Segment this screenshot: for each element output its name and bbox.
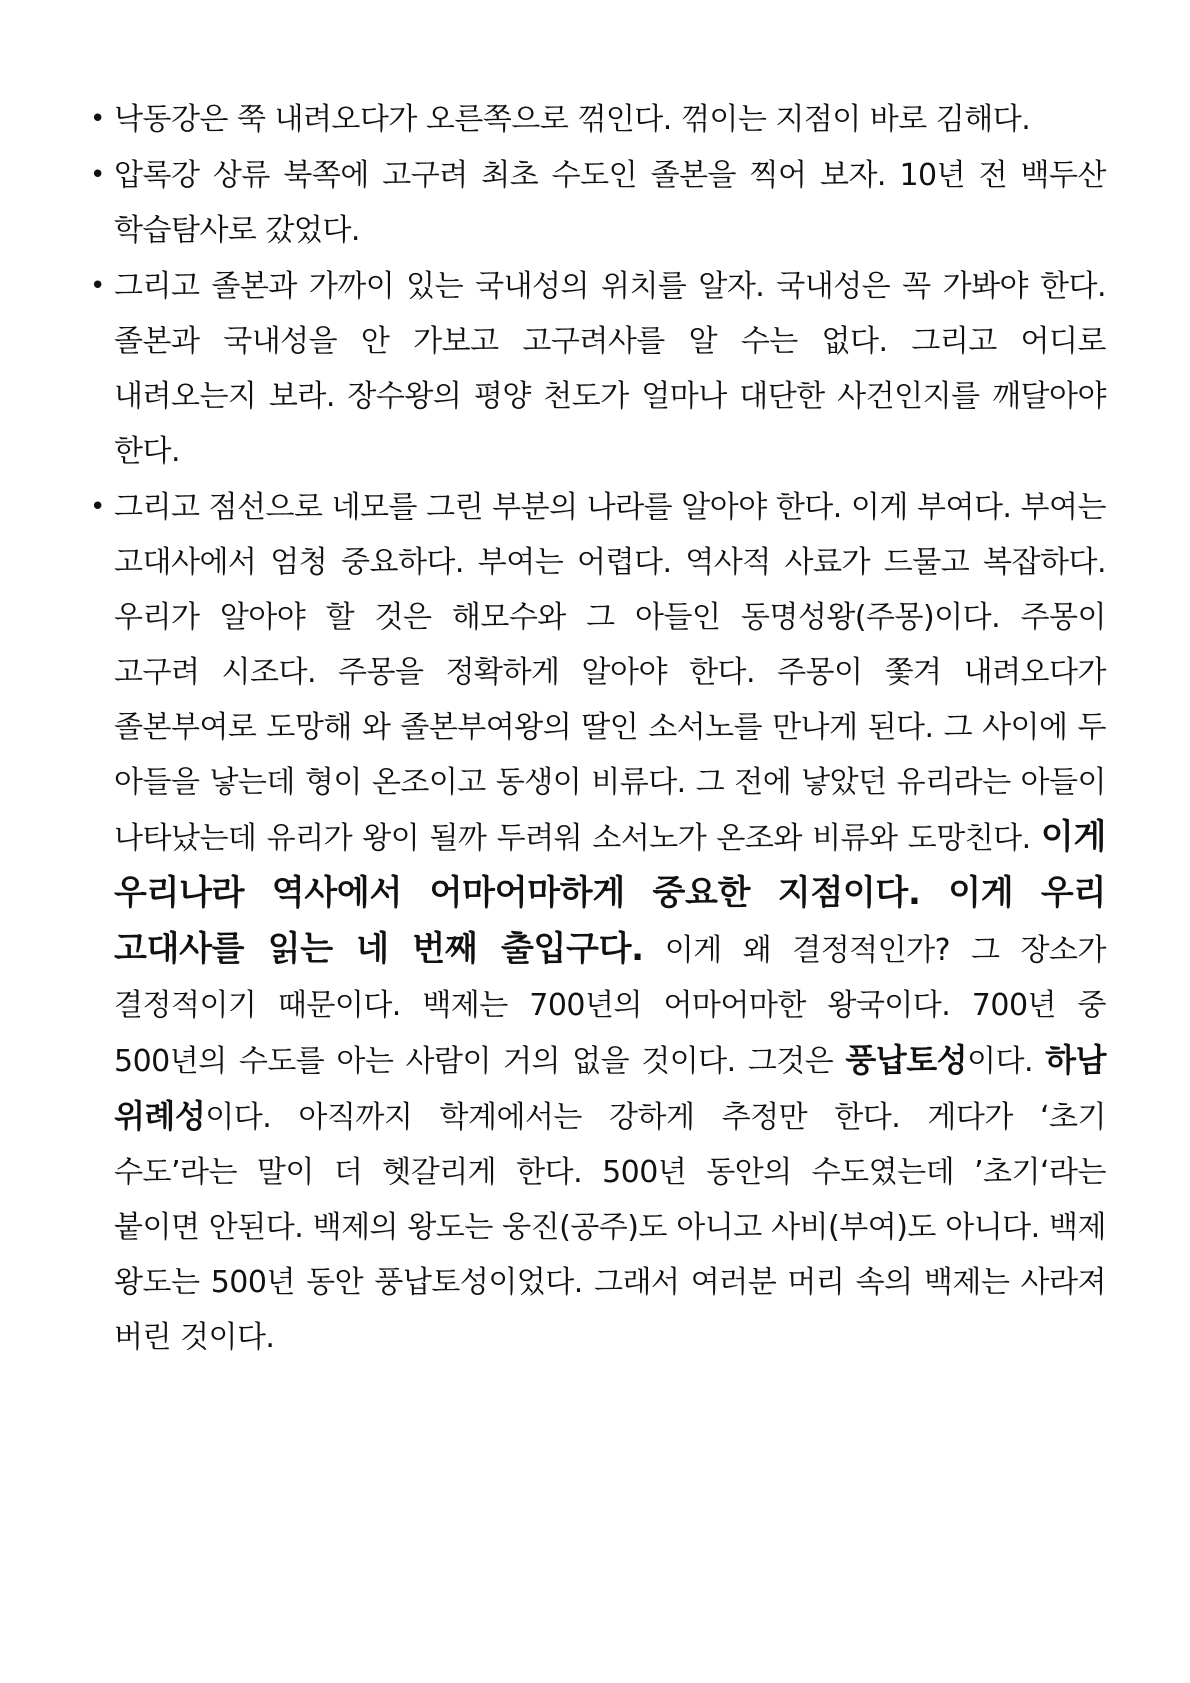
list-item (90, 92, 1106, 147)
bullet-icon: • (90, 104, 105, 134)
list-item (90, 259, 1106, 479)
emphasis-text: 풍납토성 (845, 1041, 968, 1079)
paragraph-text: 그리고 점선으로 네모를 그린 부분의 나라를 알아야 한다. 이게 부여다. 부여는 고대사에서 엄청 중요하다. 부여는 어렵다. 역사적 사료가 드물고 복잡하다. 우리가 알아야 할 것은 해모수와 그 아들인 동명성왕(주몽)이다. 주몽이 고구려 시조다. 주몽을 정확하게 알아야 한다. 주몽이 쫓겨 내려오다가 졸본부여로 도망해 와 졸본부여왕의 딸인 소서노를 만나게 된다. 그 사이에 두 아들을 낳는데 형이 온조이고 동생이 비류다. 그 전에 낳았던 유리라는 아들이 나타났는데 유리가 왕이 될까 두려워 소서노가 온조와 비류와 도망친다. (114, 490, 1106, 856)
bullet-icon: • (90, 492, 105, 522)
paragraph-text: 그리고 졸본과 가까이 있는 국내성의 위치를 알자. 국내성은 꼭 가봐야 한다. 졸본과 국내성을 안 가보고 고구려사를 알 수는 없다. 그리고 어디로 내려오는지 보라. 장수왕의 평양 천도가 얼마나 대단한 사건인지를 깨달아야 한다. (114, 269, 1106, 469)
document-page (90, 92, 1106, 1366)
paragraph-text: 이다. (967, 1044, 1046, 1079)
emphasis-text: 하남 위례성 (114, 1041, 1106, 1135)
bullet-list (90, 92, 1106, 1365)
bullet-icon: • (90, 271, 105, 301)
paragraph-text: 이게 왜 결정적인가? 그 장소가 결정적이기 때문이다. 백제는 700년의 어마어마한 왕국이다. 700년 중 500년의 수도를 아는 사람이 거의 없을 것이다. 그것은 (114, 933, 1106, 1079)
bullet-icon: • (90, 160, 105, 190)
paragraph-text: 낙동강은 쭉 내려오다가 오른쪽으로 꺾인다. 꺾이는 지점이 바로 김해다. (114, 102, 1031, 137)
emphasis-text: 이게 우리나라 역사에서 어마어마하게 중요한 지점이다. 이게 우리 고대사를 읽는 네 번째 출입구다. (114, 817, 1106, 969)
paragraph-text: 압록강 상류 북쪽에 고구려 최초 수도인 졸본을 찍어 보자. 10년 전 백두산 학습탐사로 갔었다. (114, 158, 1106, 248)
paragraph-text: 이다. 아직까지 학계에서는 강하게 추정만 한다. 게다가 ‘초기 수도’라는 말이 더 헷갈리게 한다. 500년 동안의 수도였는데 ’초기‘라는 붙이면 안된다. 백제의 왕도는 웅진(공주)도 아니고 사비(부여)도 아니다. 백제 왕도는 500년 동안 풍납토성이었다. 그래서 여러분 머리 속의 백제는 사라져 버린 것이다. (114, 1100, 1106, 1355)
list-item (90, 148, 1106, 258)
list-item (90, 480, 1106, 1365)
